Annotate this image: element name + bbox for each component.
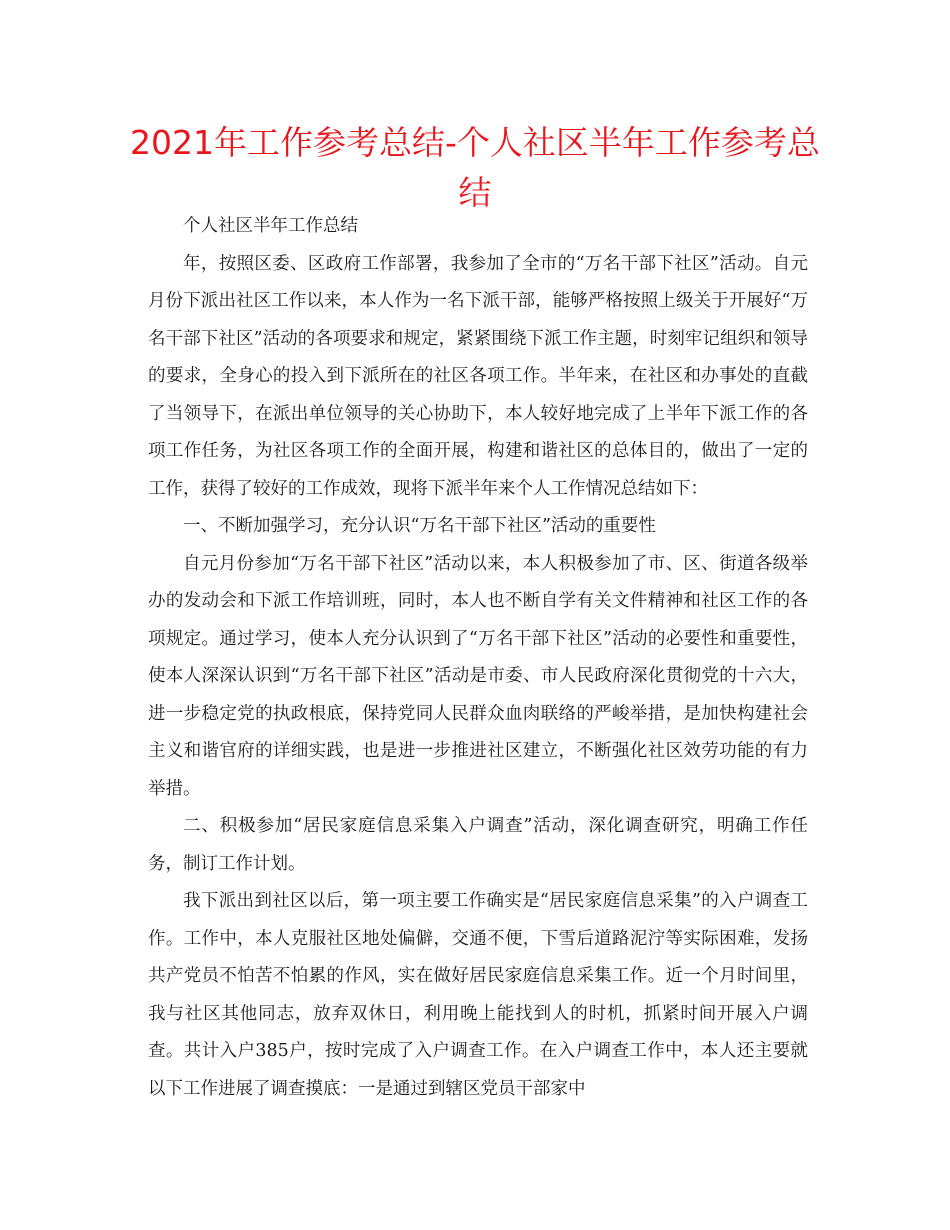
paragraph-subtitle: 个人社区半年工作总结 [183,216,358,236]
document-body [148,208,808,1108]
section-heading-2: 二、积极参加“居民家庭信息采集入户调查”活动，深化调查研究，明确工作任务，制订工作计划。 [148,816,808,874]
paragraph-section-1: 自元月份参加“万名干部下社区”活动以来，本人积极参加了市、区、街道各级举办的发动会和下派工作培训班，同时，本人也不断自学有关文件精神和社区工作的各项规定。通过学习，使本人充分认识到了“万名干部下社区”活动的必要性和重要性，使本人深深认识到“万名干部下社区”活动是市委、市人民政府深化贯彻党的十六大，进一步稳定党的执政根底，保持党同人民群众血肉联络的严峻举措，是加快构建社会主义和谐官府的详细实践，也是进一步推进社区建立，不断强化社区效劳功能的有力举措。 [148,553,808,799]
paragraph-section-2: 我下派出到社区以后，第一项主要工作确实是“居民家庭信息采集”的入户调查工作。工作中，本人克服社区地处偏僻，交通不便，下雪后道路泥泞等实际困难，发扬共产党员不怕苦不怕累的作风，实在做好居民家庭信息采集工作。近一个月时间里，我与社区其他同志，放弃双休日，利用晚上能找到人的时机，抓紧时间开展入户调查。共计入户385户，按时完成了入户调查工作。在入户调查工作中，本人还主要就以下工作进展了调查摸底：一是通过到辖区党员干部家中 [148,891,808,1099]
paragraph-intro: 年，按照区委、区政府工作部署，我参加了全市的“万名干部下社区”活动。自元月份下派出社区工作以来，本人作为一名下派干部，能够严格按照上级关于开展好“万名干部下社区”活动的各项要求和规定，紧紧围绕下派工作主题，时刻牢记组织和领导的要求，全身心的投入到下派所在的社区各项工作。半年来，在社区和办事处的直截了当领导下，在派出单位领导的关心协助下，本人较好地完成了上半年下派工作的各项工作任务，为社区各项工作的全面开展，构建和谐社区的总体目的，做出了一定的工作，获得了较好的工作成效，现将下派半年来个人工作情况总结如下： [148,253,808,499]
document-title: 2021年工作参考总结-个人社区半年工作参考总结 [130,123,820,212]
section-heading-1: 一、不断加强学习，充分认识“万名干部下社区”活动的重要性 [183,516,656,536]
